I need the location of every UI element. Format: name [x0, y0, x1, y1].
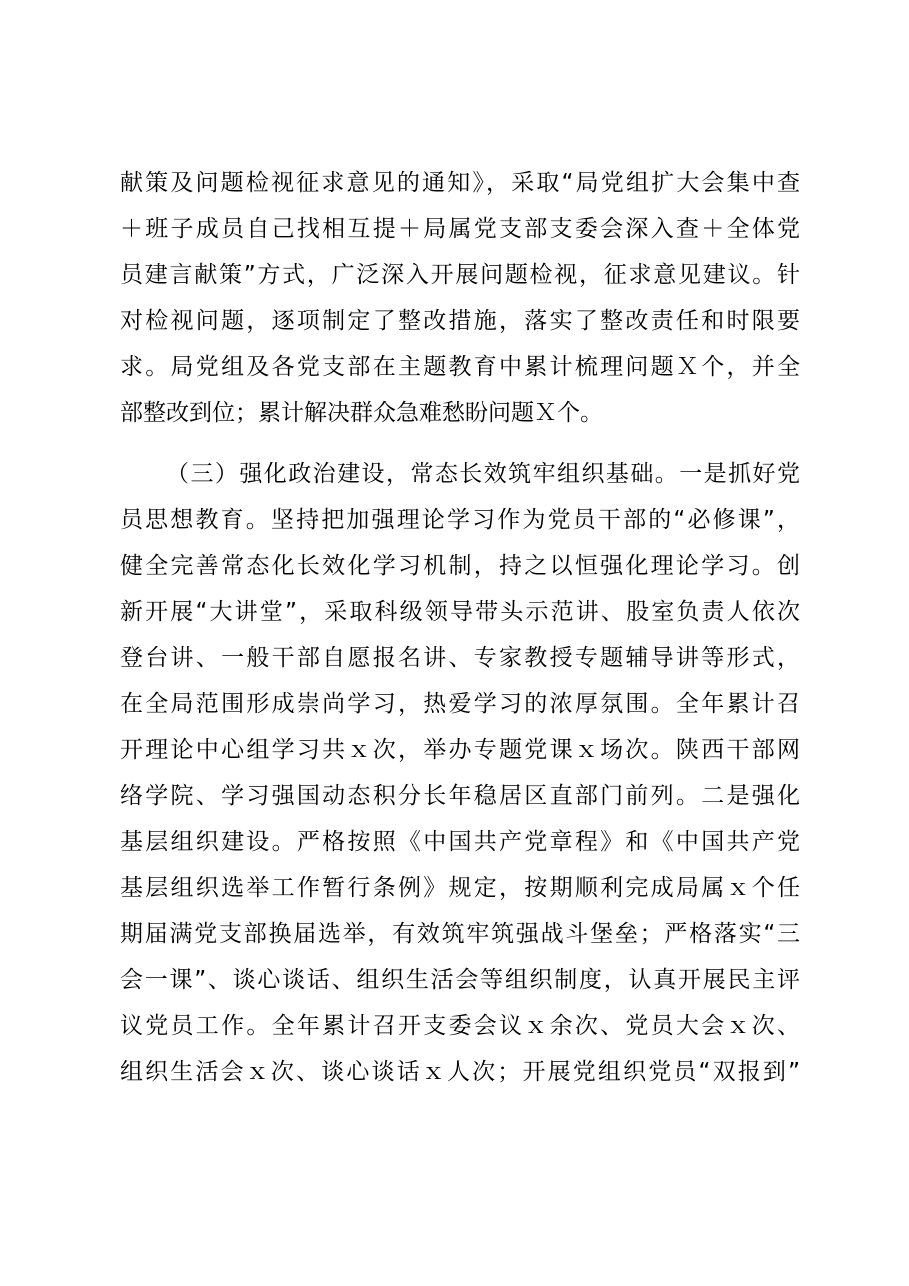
- text-line: 部整改到位；累计解决群众急难愁盼问题Ｘ个。: [120, 400, 603, 426]
- text-line: 求。局党组及各党支部在主题教育中累计梳理问题Ｘ个，并全: [120, 354, 800, 380]
- text-line: 健全完善常态化长效化学习机制，持之以恒强化理论学习。创: [120, 553, 800, 579]
- text-line: 新开展“大讲堂”，采取科级领导带头示范讲、股室负责人依次: [120, 599, 800, 625]
- text-line: 在全局范围形成崇尚学习，热爱学习的浓厚氛围。全年累计召: [120, 691, 800, 717]
- text-line: 对检视问题，逐项制定了整改措施，落实了整改责任和时限要: [120, 308, 800, 334]
- text-line: 基层组织建设。严格按照《中国共产党章程》和《中国共产党: [120, 829, 800, 855]
- text-line: 组织生活会ｘ次、谈心谈话ｘ人次；开展党组织党员“双报到”: [120, 1059, 800, 1085]
- text-line: 议党员工作。全年累计召开支委会议ｘ余次、党员大会ｘ次、: [120, 1013, 800, 1039]
- text-line: 开理论中心组学习共ｘ次，举办专题党课ｘ场次。陕西干部网: [120, 737, 800, 763]
- text-line: 络学院、学习强国动态积分长年稳居区直部门前列。二是强化: [120, 783, 800, 809]
- text-line: 期届满党支部换届选举，有效筑牢筑强战斗堡垒；严格落实“三: [120, 921, 800, 947]
- section-heading-line: （三）强化政治建设，常态长效筑牢组织基础。一是抓好党: [166, 461, 800, 487]
- text-line: 员建言献策”方式，广泛深入开展问题检视，征求意见建议。针: [120, 262, 800, 288]
- text-line: 会一课”、谈心谈话、组织生活会等组织制度，认真开展民主评: [120, 967, 800, 993]
- body-text: [120, 160, 800, 1095]
- text-line: ＋班子成员自己找相互提＋局属党支部支委会深入查＋全体党: [120, 216, 800, 242]
- text-line: 员思想教育。坚持把加强理论学习作为党员干部的“必修课”，: [120, 507, 800, 533]
- text-line: 献策及问题检视征求意见的通知》，采取“局党组扩大会集中查: [120, 170, 800, 196]
- text-line: 登台讲、一般干部自愿报名讲、专家教授专题辅导讲等形式，: [120, 645, 800, 671]
- text-line: 基层组织选举工作暂行条例》规定，按期顺利完成局属ｘ个任: [120, 875, 800, 901]
- paragraph-gap: [120, 436, 800, 451]
